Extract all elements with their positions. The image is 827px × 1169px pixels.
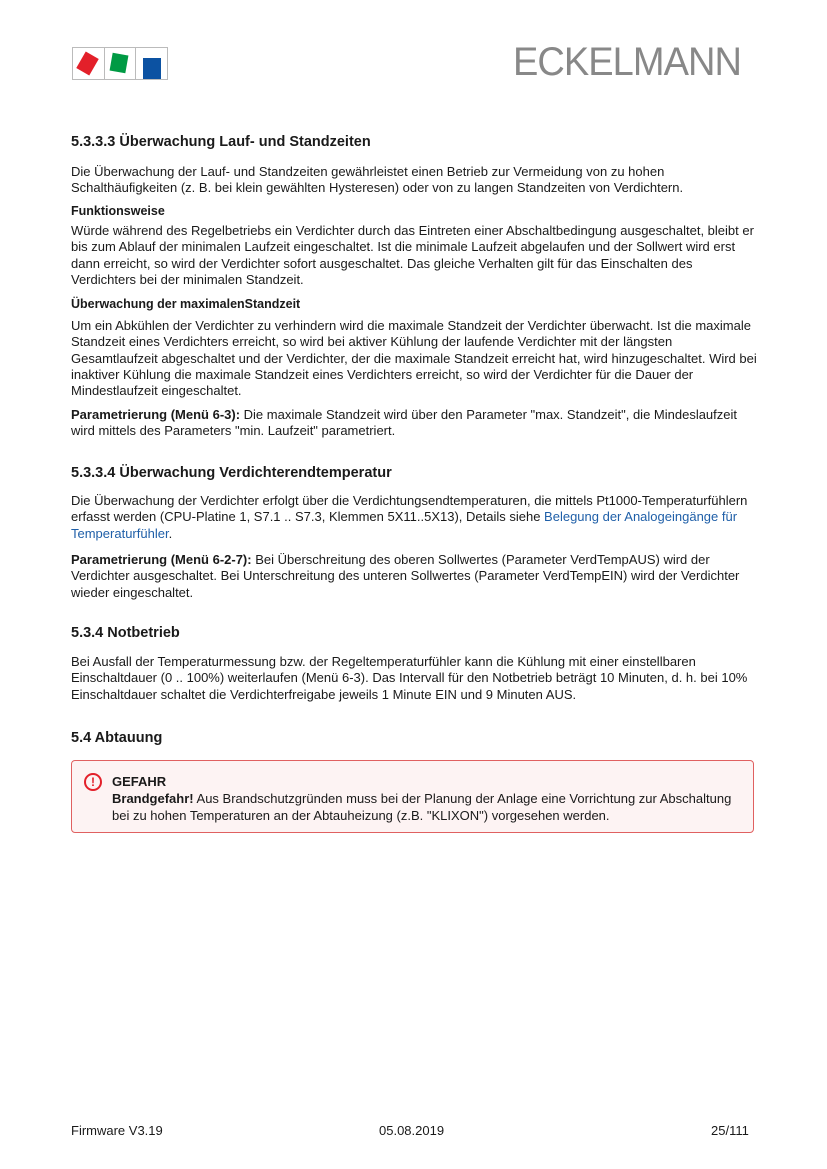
parameter-text: Bei Überschreitung des oberen Sollwertes (Parameter VerdTempAUS) wird der Verdichter ausgeschaltet. Bei Unterschreitung des unteren Sollwertes (Parameter VerdTempEIN) wird der Verdichter wieder eingeschaltet. bbox=[71, 552, 740, 600]
paragraph-end: . bbox=[168, 525, 173, 541]
green-diamond-icon bbox=[109, 53, 128, 74]
subheading-funktionsweise: Funktionsweise bbox=[71, 204, 165, 218]
analog-inputs-link[interactable]: Belegung der Analogeingänge für Temperaturfühler bbox=[71, 509, 738, 541]
paragraph: Bei Ausfall der Temperaturmessung bzw. der Regeltemperaturfühler kann die Kühlung mit einer einstellbaren Einschaltdauer (0 .. 100%) weiterlaufen (Menü 6-3). Das Intervall für den Notbetrieb beträgt 10 Minuten, d. h. bei 10% Einschaltdauer schaltet die Verdichterfreigabe jeweils 1 Minute EIN und 9 Minuten AUS. bbox=[71, 654, 748, 702]
parameter-paragraph bbox=[71, 552, 761, 601]
section-heading-5-4: 5.4 Abtauung bbox=[71, 730, 163, 746]
section-heading-5-3-4: 5.3.4 Notbetrieb bbox=[71, 625, 180, 641]
paragraph bbox=[71, 493, 761, 542]
brand-wordmark: ECKELMANN bbox=[513, 40, 741, 84]
paragraph-text: Die Überwachung der Verdichter erfolgt über die Verdichtungsendtemperaturen, die mittels Pt1000-Temperaturfühlern erfasst werden (CPU-Platine 1, S7.1 .. S7.3, Klemmen 5X11..5X13), Details siehe bbox=[71, 493, 748, 525]
section-heading-5-3-3-3: 5.3.3.3 Überwachung Lauf- und Standzeiten bbox=[71, 134, 371, 150]
notice-title: GEFAHR bbox=[112, 774, 167, 789]
parameter-label: Parametrierung (Menü 6-3): bbox=[71, 407, 241, 422]
notice-lead: Brandgefahr! bbox=[112, 791, 194, 806]
subheading-max-standzeit: Überwachung der maximalenStandzeit bbox=[71, 297, 301, 311]
paragraph: Die Überwachung der Lauf- und Standzeiten gewährleistet einen Betrieb zur Vermeidung von zu hohen Schalthäufigkeiten (z. B. bei klein gewählten Hysteresen) oder von zu langen Standzeiten von Verdichtern. bbox=[71, 164, 684, 196]
danger-notice bbox=[71, 760, 754, 833]
blue-square-icon bbox=[143, 58, 161, 79]
notice-body bbox=[112, 790, 742, 824]
section-heading-5-3-3-4: 5.3.3.4 Überwachung Verdichterendtemperatur bbox=[71, 465, 392, 481]
parameter-text: Die maximale Standzeit wird über den Parameter "max. Standzeit", die Mindeslaufzeit wird mittels des Parameters "min. Laufzeit" parametriert. bbox=[71, 407, 738, 439]
red-diamond-icon bbox=[76, 52, 98, 76]
company-logo bbox=[72, 47, 168, 80]
parameter-label: Parametrierung (Menü 6-2-7): bbox=[71, 552, 252, 567]
footer-firmware: Firmware V3.19 bbox=[71, 1123, 163, 1138]
footer-date: 05.08.2019 bbox=[379, 1123, 445, 1138]
footer-page-number: 25/111 bbox=[711, 1123, 749, 1138]
warning-exclamation-icon: ! bbox=[84, 773, 102, 791]
paragraph: Um ein Abkühlen der Verdichter zu verhindern wird die maximale Standzeit der Verdichter überwacht. Ist die maximale Standzeit eines Verdichters erreicht, so wird bei aktiver Kühlung der laufende Verdichter mit der längsten Gesamtlaufzeit abgeschaltet und der Verdichter, der die maximale Standzeit erreicht hat, wird hinzugeschaltet. Wird bei inaktiver Kühlung die maximale Standzeit eines Verdichters erreicht, so wird der Verdichter für die Dauer der Mindestlaufzeit eingeschaltet. bbox=[71, 318, 757, 399]
paragraph: Würde während des Regelbetriebs ein Verdichter durch das Eintreten einer Abschaltbedingung ausgeschaltet, bleibt er bis zum Ablauf der minimalen Laufzeit eingeschaltet. Ist die minimale Laufzeit abgelaufen und der Sollwert wird erst dann erreicht, so wird der Verdichter sofort ausgeschaltet. Das gleiche Verhalten gilt für das Einschalten des Verdichters bei der minimalen Standzeit. bbox=[71, 223, 754, 287]
notice-text: Aus Brandschutzgründen muss bei der Planung der Anlage eine Vorrichtung zur Abschaltung bei zu hohen Temperaturen an der Abtauheizung (z.B. "KLIXON") vorgesehen werden. bbox=[112, 791, 732, 823]
parameter-paragraph bbox=[71, 407, 761, 440]
